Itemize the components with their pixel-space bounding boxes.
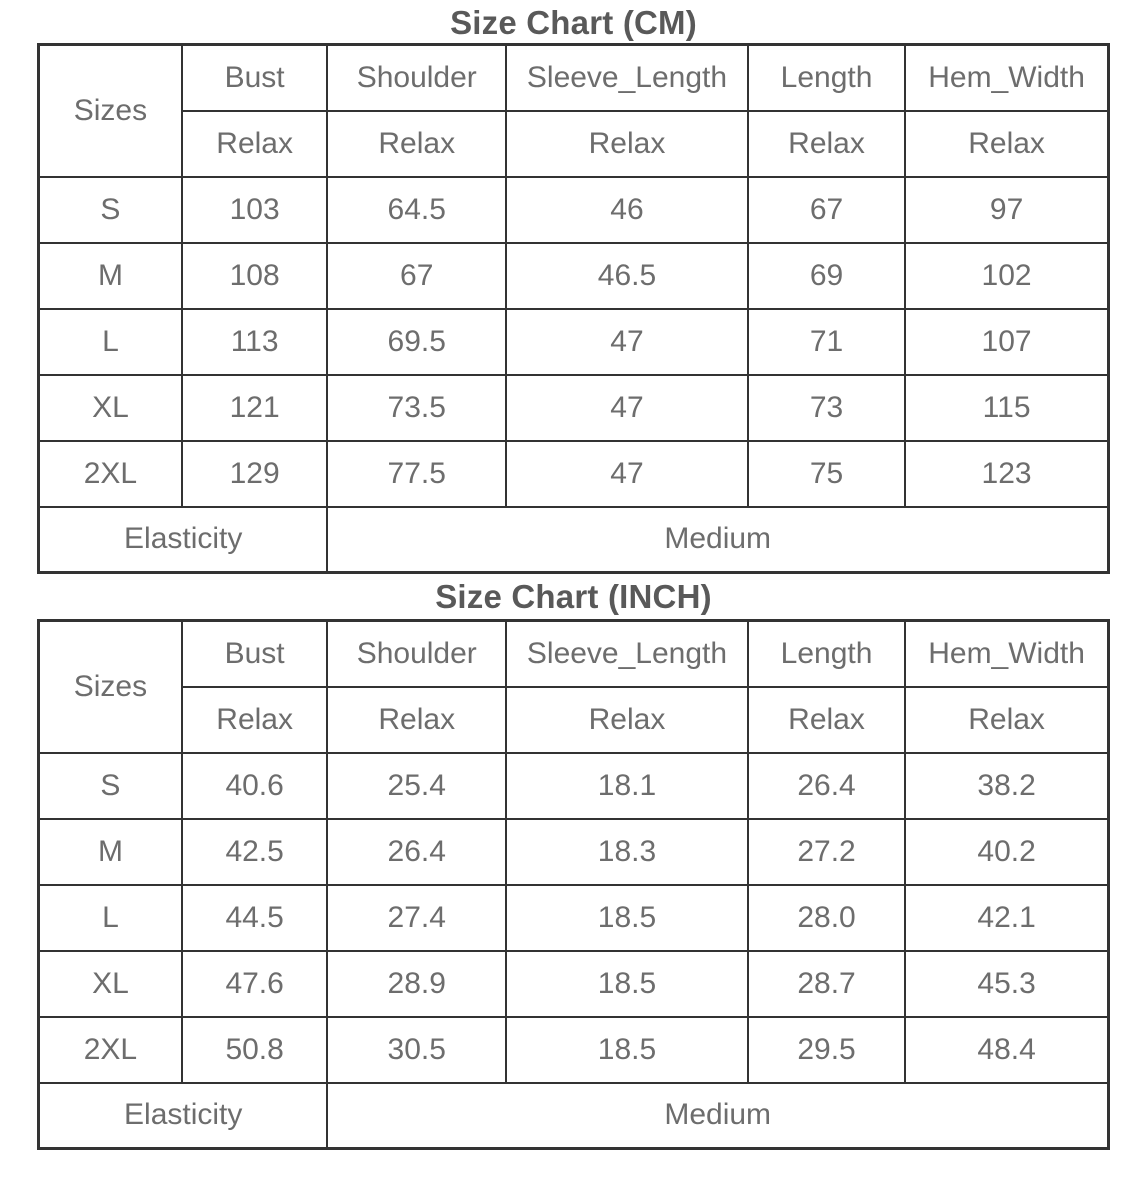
value-cell: 123	[905, 441, 1108, 507]
value-cell: 18.5	[506, 1017, 748, 1083]
size-cell: L	[39, 885, 182, 951]
table-row-xl	[39, 375, 1109, 441]
size-chart-inch-table	[37, 619, 1110, 1150]
value-cell: 18.5	[506, 885, 748, 951]
size-cell: L	[39, 309, 182, 375]
fit-cell-shoulder: Relax	[327, 687, 506, 753]
fit-cell-hem-width: Relax	[905, 687, 1108, 753]
header-length: Length	[748, 45, 905, 111]
value-cell: 28.7	[748, 951, 905, 1017]
table-row-xl	[39, 951, 1109, 1017]
value-cell: 77.5	[327, 441, 506, 507]
fit-cell-hem-width: Relax	[905, 111, 1108, 177]
value-cell: 27.2	[748, 819, 905, 885]
value-cell: 107	[905, 309, 1108, 375]
value-cell: 40.2	[905, 819, 1108, 885]
fit-cell-shoulder: Relax	[327, 111, 506, 177]
value-cell: 67	[327, 243, 506, 309]
header-hem-width: Hem_Width	[905, 45, 1108, 111]
fit-row	[39, 687, 1109, 753]
value-cell: 69	[748, 243, 905, 309]
value-cell: 42.5	[182, 819, 328, 885]
elasticity-value-cell: Medium	[327, 507, 1108, 573]
fit-row	[39, 111, 1109, 177]
value-cell: 69.5	[327, 309, 506, 375]
size-cell: XL	[39, 375, 182, 441]
fit-cell-bust: Relax	[182, 687, 328, 753]
header-hem-width: Hem_Width	[905, 621, 1108, 687]
value-cell: 18.1	[506, 753, 748, 819]
header-row	[39, 621, 1109, 687]
size-cell: 2XL	[39, 441, 182, 507]
value-cell: 47	[506, 375, 748, 441]
value-cell: 48.4	[905, 1017, 1108, 1083]
size-cell: M	[39, 243, 182, 309]
value-cell: 50.8	[182, 1017, 328, 1083]
value-cell: 121	[182, 375, 328, 441]
value-cell: 38.2	[905, 753, 1108, 819]
value-cell: 26.4	[327, 819, 506, 885]
elasticity-label-cell: Elasticity	[39, 507, 328, 573]
value-cell: 47	[506, 441, 748, 507]
size-cell: XL	[39, 951, 182, 1017]
value-cell: 18.3	[506, 819, 748, 885]
value-cell: 97	[905, 177, 1108, 243]
value-cell: 27.4	[327, 885, 506, 951]
value-cell: 30.5	[327, 1017, 506, 1083]
table-row-l	[39, 309, 1109, 375]
value-cell: 25.4	[327, 753, 506, 819]
header-bust: Bust	[182, 45, 328, 111]
value-cell: 47.6	[182, 951, 328, 1017]
value-cell: 75	[748, 441, 905, 507]
value-cell: 129	[182, 441, 328, 507]
value-cell: 26.4	[748, 753, 905, 819]
header-sleeve-length: Sleeve_Length	[506, 45, 748, 111]
fit-cell-sleeve-length: Relax	[506, 111, 748, 177]
value-cell: 102	[905, 243, 1108, 309]
value-cell: 40.6	[182, 753, 328, 819]
elasticity-row	[39, 1083, 1109, 1149]
value-cell: 18.5	[506, 951, 748, 1017]
fit-cell-length: Relax	[748, 111, 905, 177]
value-cell: 45.3	[905, 951, 1108, 1017]
table-row-s	[39, 177, 1109, 243]
value-cell: 47	[506, 309, 748, 375]
value-cell: 115	[905, 375, 1108, 441]
fit-cell-sleeve-length: Relax	[506, 687, 748, 753]
value-cell: 113	[182, 309, 328, 375]
header-shoulder: Shoulder	[327, 45, 506, 111]
table-row-m	[39, 819, 1109, 885]
value-cell: 42.1	[905, 885, 1108, 951]
value-cell: 108	[182, 243, 328, 309]
header-sleeve-length: Sleeve_Length	[506, 621, 748, 687]
fit-cell-length: Relax	[748, 687, 905, 753]
table-row-2xl	[39, 441, 1109, 507]
header-bust: Bust	[182, 621, 328, 687]
size-cell: S	[39, 753, 182, 819]
value-cell: 64.5	[327, 177, 506, 243]
header-length: Length	[748, 621, 905, 687]
size-cell: 2XL	[39, 1017, 182, 1083]
elasticity-row	[39, 507, 1109, 573]
elasticity-label-cell: Elasticity	[39, 1083, 328, 1149]
size-chart-inch-title: Size Chart (INCH)	[435, 578, 712, 615]
value-cell: 44.5	[182, 885, 328, 951]
value-cell: 46	[506, 177, 748, 243]
value-cell: 73.5	[327, 375, 506, 441]
table-row-m	[39, 243, 1109, 309]
value-cell: 103	[182, 177, 328, 243]
value-cell: 46.5	[506, 243, 748, 309]
table-row-s	[39, 753, 1109, 819]
elasticity-value-cell: Medium	[327, 1083, 1108, 1149]
size-chart-cm-table	[37, 43, 1110, 574]
corner-sizes-cell: Sizes	[39, 621, 182, 753]
header-row	[39, 45, 1109, 111]
value-cell: 67	[748, 177, 905, 243]
value-cell: 29.5	[748, 1017, 905, 1083]
size-cell: S	[39, 177, 182, 243]
size-chart-cm-title: Size Chart (CM)	[450, 4, 697, 41]
value-cell: 71	[748, 309, 905, 375]
table-row-2xl	[39, 1017, 1109, 1083]
value-cell: 28.0	[748, 885, 905, 951]
value-cell: 28.9	[327, 951, 506, 1017]
header-shoulder: Shoulder	[327, 621, 506, 687]
value-cell: 73	[748, 375, 905, 441]
table-row-l	[39, 885, 1109, 951]
size-cell: M	[39, 819, 182, 885]
fit-cell-bust: Relax	[182, 111, 328, 177]
corner-sizes-cell: Sizes	[39, 45, 182, 177]
